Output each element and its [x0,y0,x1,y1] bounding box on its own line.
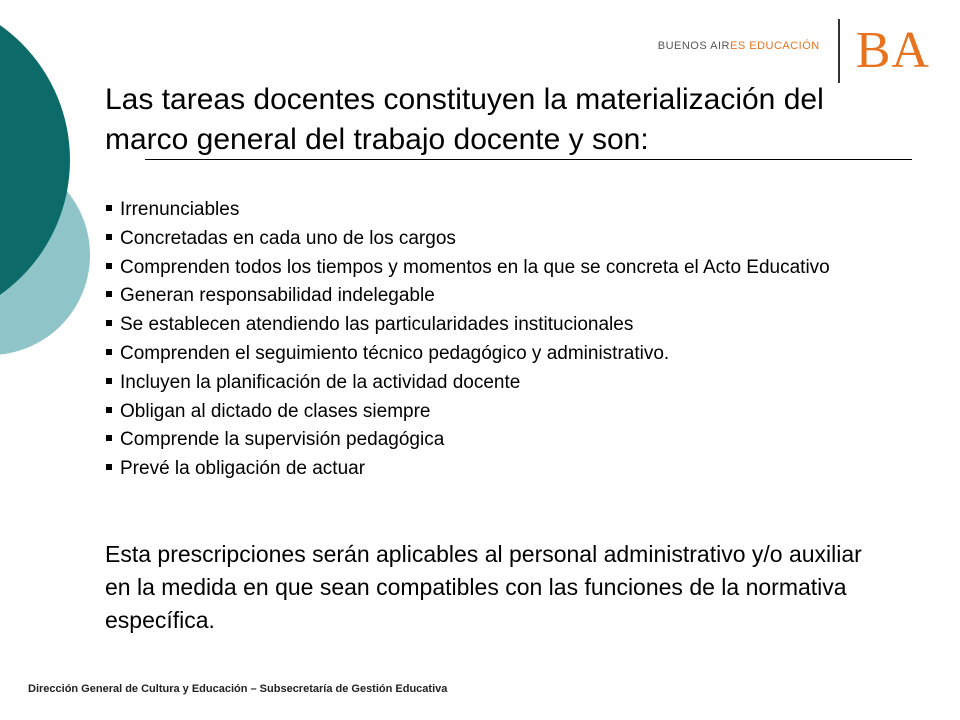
list-item [105,196,882,225]
list-item [105,369,882,398]
logo-wordmark-main: BUENOS AIR [657,40,730,52]
closing-paragraph: Esta prescripciones serán aplicables al personal administrativo y/o auxiliar en la medida en que sean compatibles con las funciones de la normativa específica. [105,541,862,633]
logo-separator [838,19,840,83]
bullet-list [105,196,882,484]
square-bullet-icon [106,263,112,269]
footer-credit: Dirección General de Cultura y Educación – Subsecretaría de Gestión Educativa [28,683,448,695]
bullet-text: Se establecen atendiendo las particularidades institucionales [120,314,634,336]
square-bullet-icon [106,435,112,441]
square-bullet-icon [106,378,112,384]
decorative-teal-circles [0,0,120,420]
square-bullet-icon [106,320,112,326]
bullet-text: Comprende la supervisión pedagógica [120,429,445,451]
list-item [105,225,882,254]
square-bullet-icon [106,205,112,211]
logo-wordmark [658,40,820,52]
list-item [105,340,882,369]
bullet-text: Concretadas en cada uno de los cargos [120,227,456,249]
list-item [105,254,882,283]
title-underline [145,159,912,160]
square-bullet-icon [106,464,112,470]
bullet-text: Obligan al dictado de clases siempre [120,400,431,422]
list-item [105,311,882,340]
bullet-text: Generan responsabilidad indelegable [120,285,435,307]
list-item [105,282,882,311]
buenos-aires-education-logo [658,18,930,84]
list-item [105,426,882,455]
square-bullet-icon [106,349,112,355]
list-item [105,398,882,427]
bullet-text: Prevé la obligación de actuar [120,458,366,480]
bullet-text: Comprenden el seguimiento técnico pedagógico y administrativo. [120,342,670,364]
logo-wordmark-accent: ES EDUCACIÓN [730,40,820,52]
square-bullet-icon [106,407,112,413]
square-bullet-icon [106,291,112,297]
bullet-text: Incluyen la planificación de la actividad docente [120,371,521,393]
list-item [105,455,882,484]
bullet-text: Irrenunciables [120,199,240,220]
logo-monogram: BA [855,22,930,79]
slide-title: Las tareas docentes constituyen la materialización del marco general del trabajo docente y son: [105,83,824,156]
square-bullet-icon [106,234,112,240]
bullet-text: Comprenden todos los tiempos y momentos en la que se concreta el Acto Educativo [120,256,830,278]
